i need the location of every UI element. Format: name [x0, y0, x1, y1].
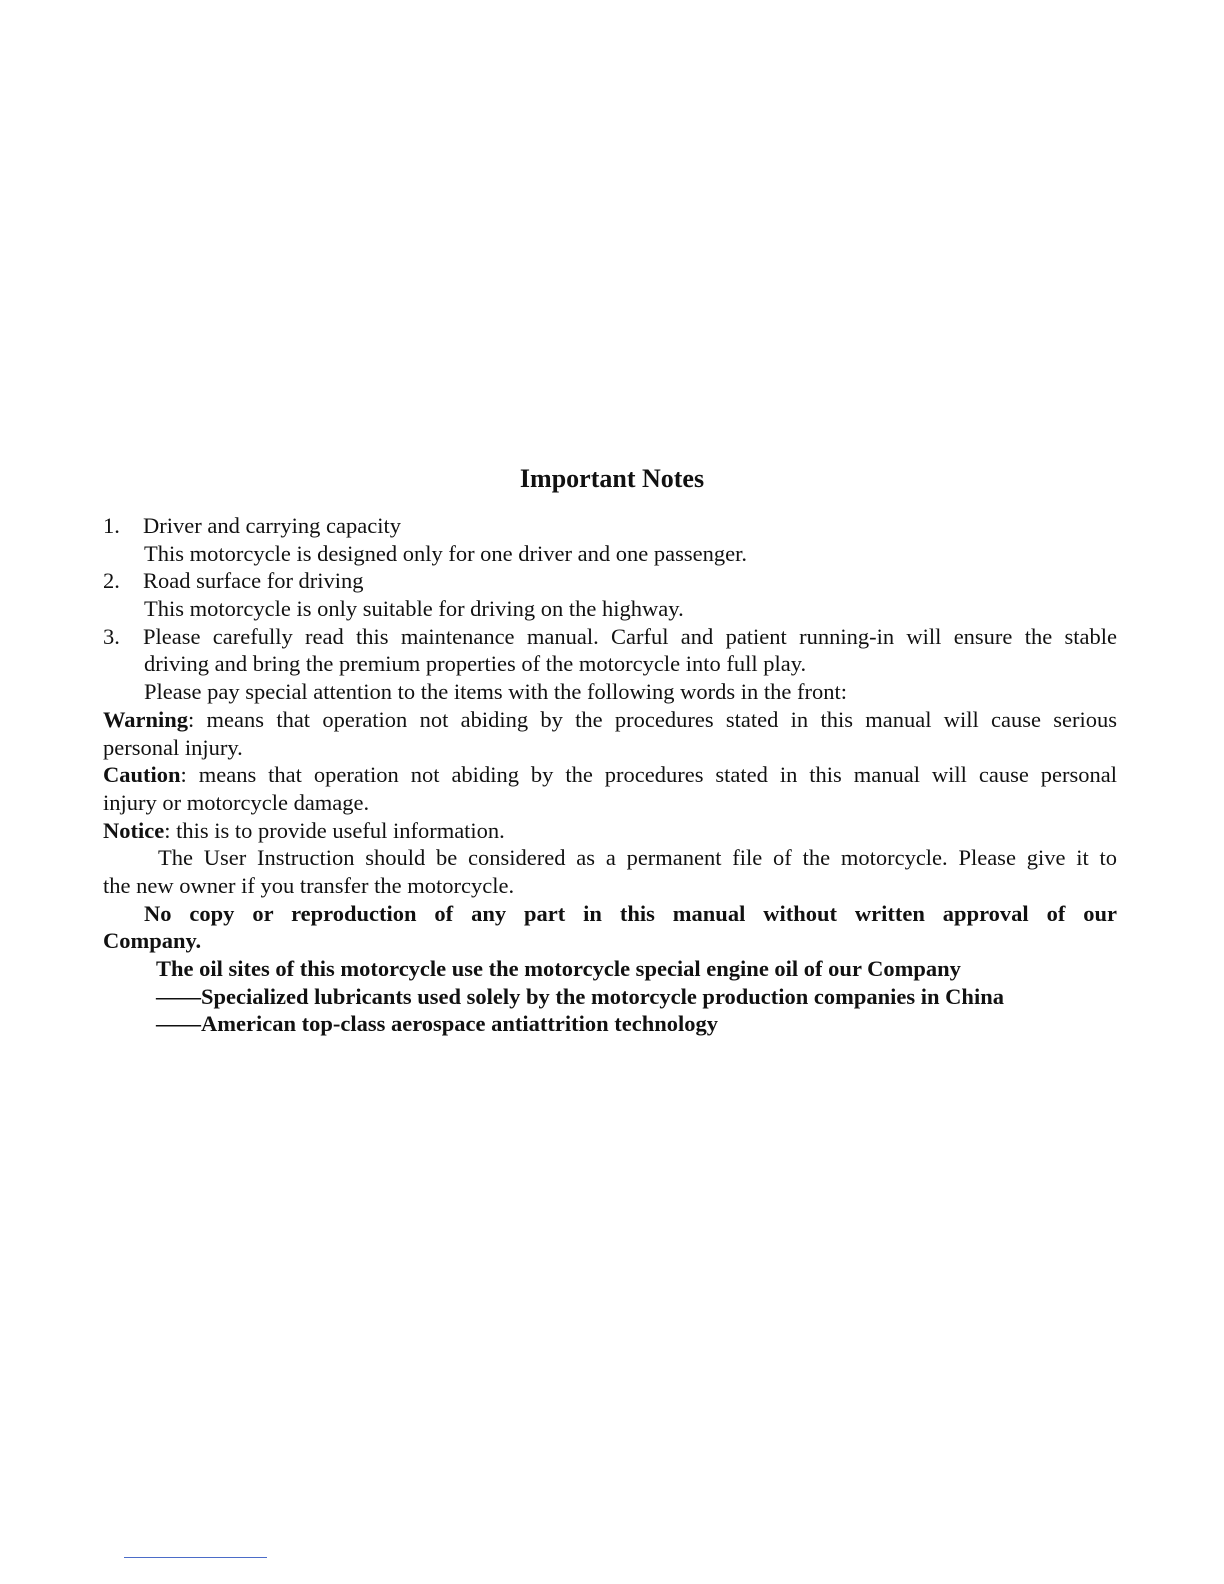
oil-line-2: ——Specialized lubricants used solely by the motorcycle production companies in China: [156, 983, 1004, 1009]
footnote-separator: [124, 1557, 267, 1558]
list-item-3-line-1: [103, 623, 1117, 651]
list-number-1: 1.: [103, 513, 120, 538]
list-heading-2: Road surface for driving: [143, 568, 364, 594]
user-instruction-line-1: The User Instruction should be considered as a permanent file of the motorcycle. Please give it to: [158, 845, 1117, 871]
list-item-1-body: This motorcycle is designed only for one driver and one passenger.: [144, 540, 747, 566]
list-item-2-body: This motorcycle is only suitable for driving on the highway.: [144, 596, 684, 622]
notice-text: : this is to provide useful information.: [164, 817, 505, 843]
list-item-3-text-1: Please carefully read this maintenance manual. Carful and patient running-in will ensure the stable: [143, 623, 1117, 649]
copyright-line-1: No copy or reproduction of any part in this manual without written approval of our: [144, 900, 1117, 926]
caution-line-2: injury or motorcycle damage.: [103, 789, 370, 815]
notice-line: [103, 817, 1117, 845]
caution-label: Caution: [103, 762, 181, 788]
caution-line-1: [103, 761, 1117, 789]
list-number-3: 3.: [103, 623, 120, 649]
copyright-line-2: Company.: [103, 928, 202, 954]
oil-line-3: ——American top-class aerospace antiattrition technology: [156, 1011, 719, 1037]
list-heading-1: Driver and carrying capacity: [143, 513, 401, 538]
warning-text-1: : means that operation not abiding by the procedures stated in this manual will cause serious: [188, 706, 1117, 732]
user-instruction-line-2: the new owner if you transfer the motorcycle.: [103, 872, 515, 898]
list-item-3-line-3: Please pay special attention to the items with the following words in the front:: [144, 679, 847, 705]
oil-line-1: The oil sites of this motorcycle use the motorcycle special engine oil of our Company: [156, 956, 961, 981]
warning-line-1: [103, 706, 1117, 734]
notes-content: [103, 512, 1117, 1038]
list-item-1-heading: [103, 512, 1117, 540]
notice-label: Notice: [103, 817, 165, 843]
warning-line-2: personal injury.: [103, 734, 243, 760]
list-item-3-line-2: driving and bring the premium properties of the motorcycle into full play.: [144, 651, 807, 677]
list-item-2-heading: [103, 567, 1117, 595]
caution-text-1: : means that operation not abiding by the procedures stated in this manual will cause personal: [180, 762, 1117, 788]
page-title: Important Notes: [519, 464, 705, 493]
warning-label: Warning: [103, 706, 189, 732]
list-number-2: 2.: [103, 568, 120, 594]
